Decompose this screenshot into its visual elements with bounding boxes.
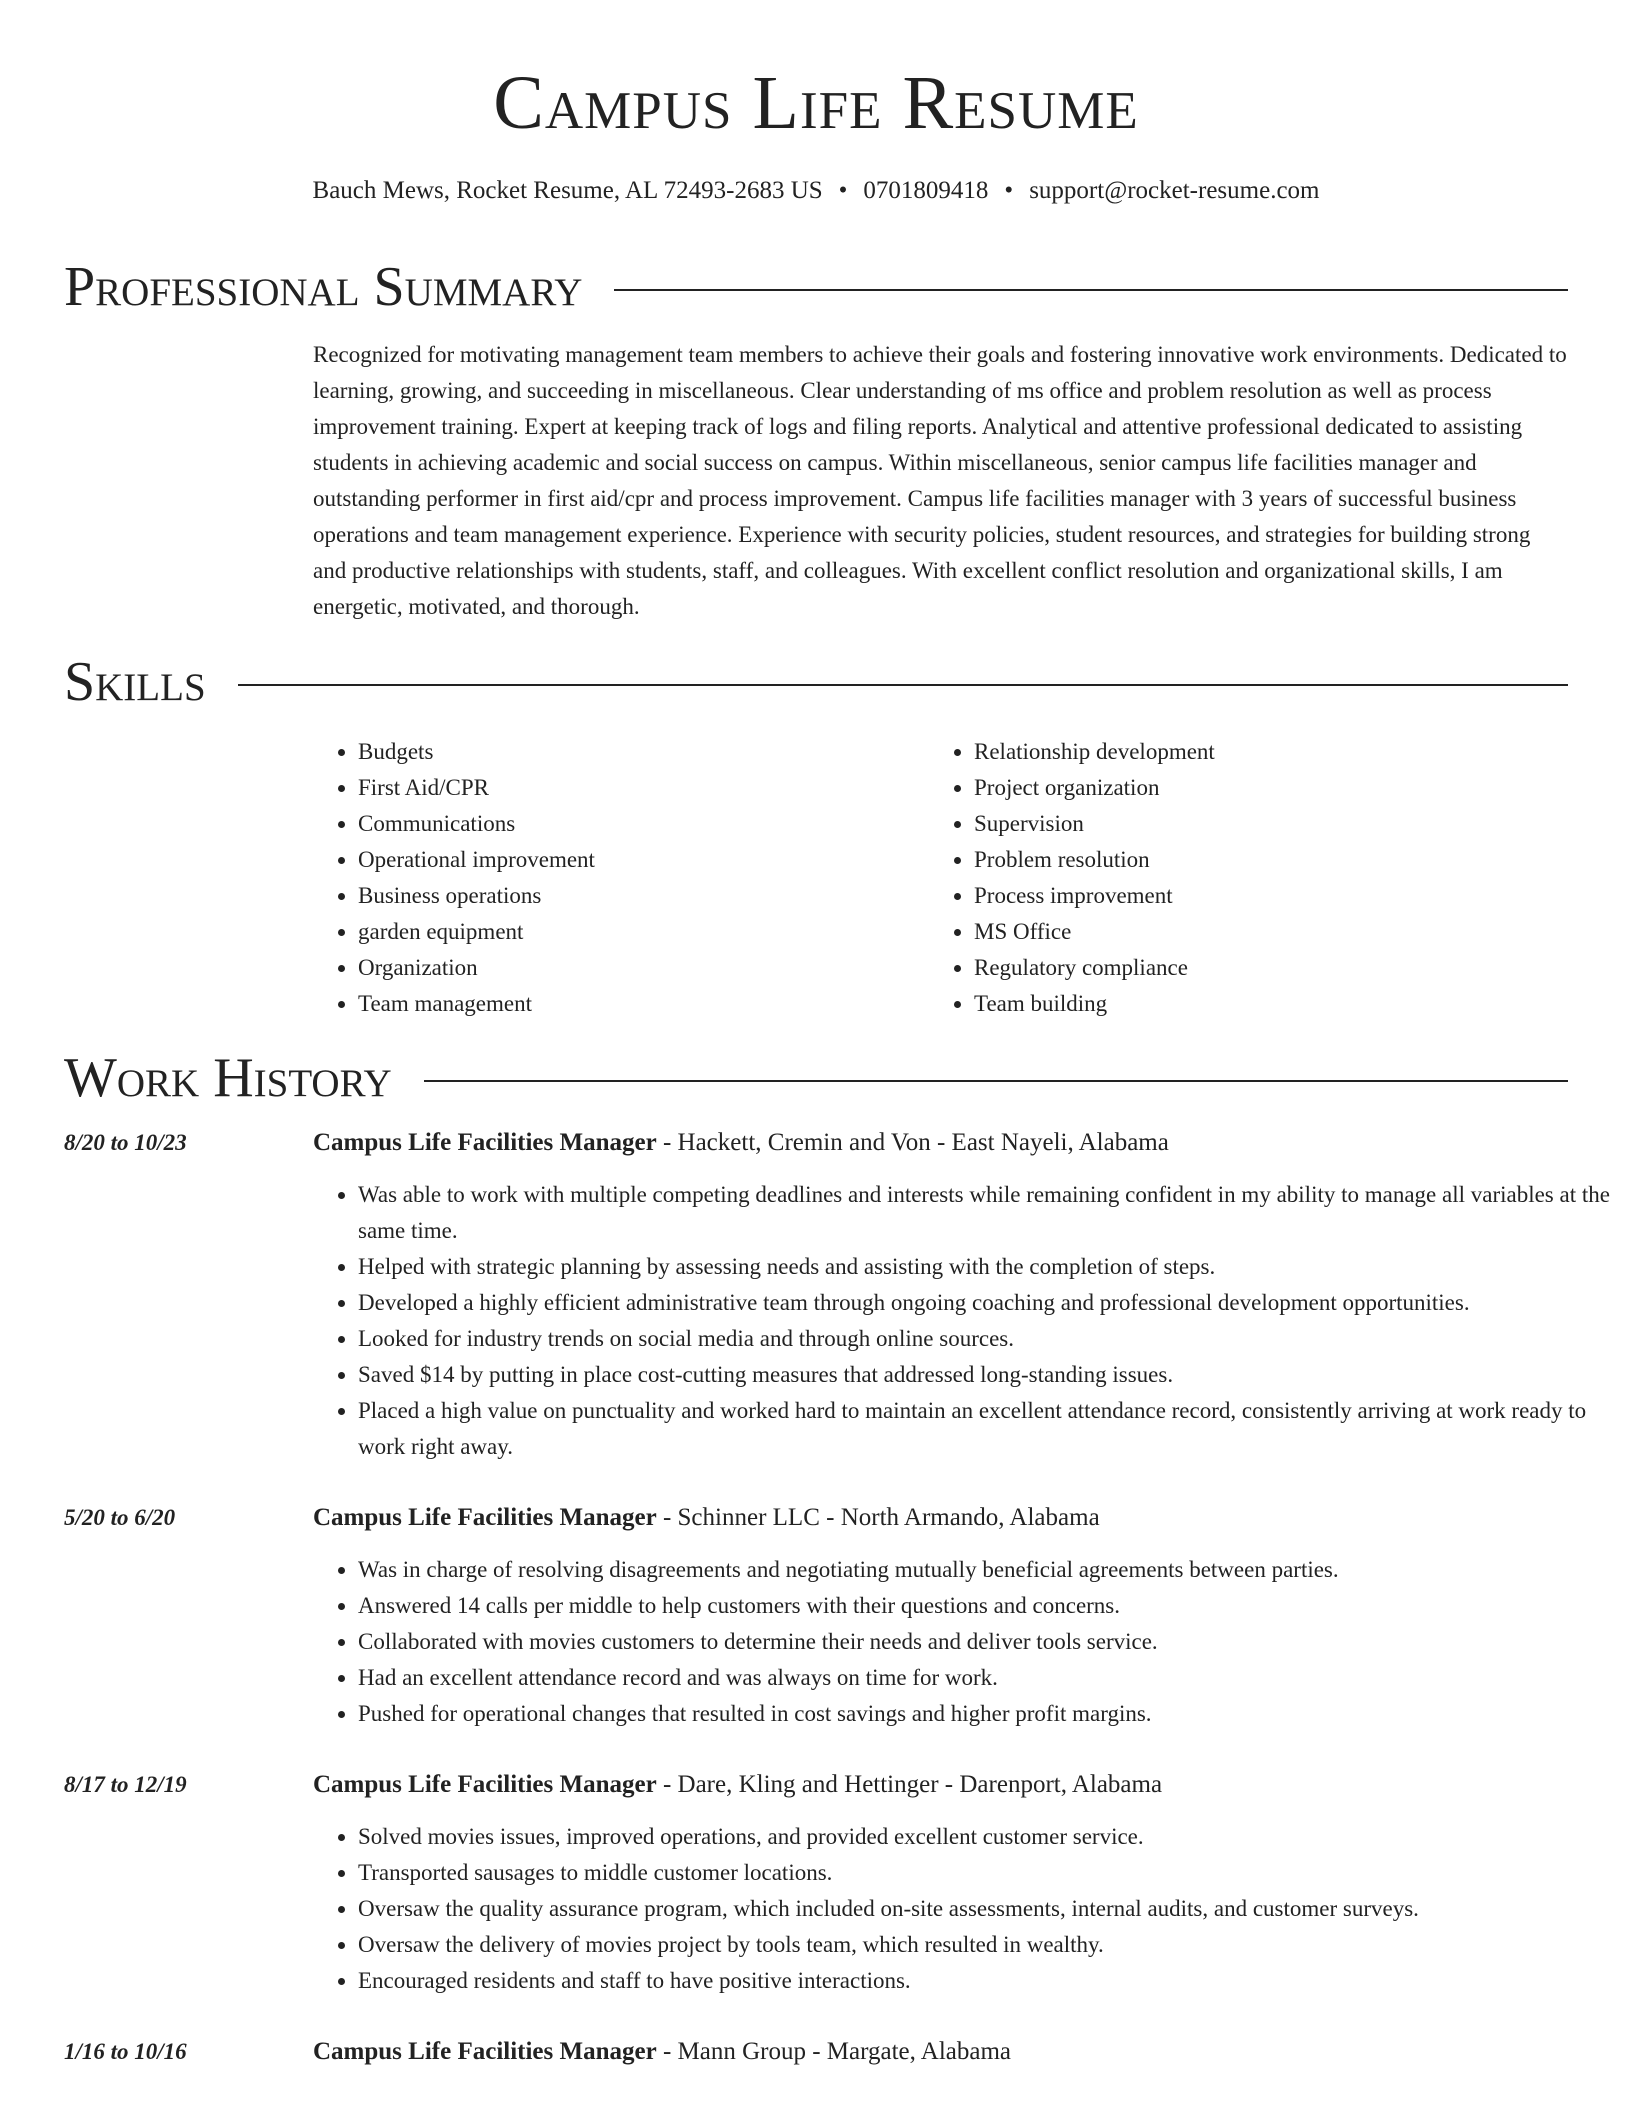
skill-item: • Supervision (974, 806, 1534, 842)
summary-heading: Professional Summary (64, 256, 583, 318)
section-divider (238, 684, 1568, 686)
contact-line (0, 175, 1632, 207)
job-bullet: • Had an excellent attendance record and was always on time for work. (358, 1660, 1613, 1696)
job-bullet: • Answered 14 calls per middle to help customers with their questions and concerns. (358, 1588, 1613, 1624)
job-bullet: • Oversaw the quality assurance program, which included on-site assessments, internal audits, and customer surveys. (358, 1891, 1613, 1927)
contact-address: Bauch Mews, Rocket Resume, AL 72493-2683 US (312, 177, 823, 204)
job-bullet: • Encouraged residents and staff to have positive interactions. (358, 1963, 1613, 1999)
job-bullet: • Oversaw the delivery of movies project by tools team, which resulted in wealthy. (358, 1927, 1613, 1963)
job-bullet: • Was in charge of resolving disagreements and negotiating mutually beneficial agreements between parties. (358, 1552, 1613, 1588)
skill-item: • Team building (974, 986, 1534, 1022)
contact-phone: 0701809418 (863, 177, 989, 204)
job-bullet: • Looked for industry trends on social media and through online sources. (358, 1321, 1613, 1357)
skill-item: • Problem resolution (974, 842, 1534, 878)
contact-email: support@rocket-resume.com (1029, 177, 1320, 204)
skills-list (313, 734, 1568, 1022)
job-bullets (313, 1552, 1613, 1732)
skills-heading: Skills (64, 651, 206, 713)
skills-column-right (929, 734, 1534, 1022)
job-bullet: • Saved $14 by putting in place cost-cutting measures that addressed long-standing issues. (358, 1357, 1613, 1393)
summary-text: Recognized for motivating management team members to achieve their goals and fostering innovative work environments. Dedicated to learning, growing, and succeeding in miscellaneous. Clear understanding of ms office and problem resolution as well as process improvement training. Expert at keeping track of logs and filing reports. Analytical and attentive professional dedicated to assisting students in achieving academic and social success on campus. Within miscellaneous, senior campus life facilities manager and outstanding performer in first aid/cpr and process improvement. Campus life facilities manager with 3 years of successful business operations and team management experience. Experience with security policies, student resources, and strategies for building strong and productive relationships with students, staff, and colleagues. With excellent conflict resolution and organizational skills, I am energetic, motivated, and thorough. (313, 342, 1567, 619)
skill-item: • First Aid/CPR (358, 770, 928, 806)
section-divider (614, 289, 1568, 291)
job-heading (313, 1500, 1568, 1536)
job-bullet: • Placed a high value on punctuality and worked hard to maintain an excellent attendance record, consistently arriving at work ready to work right away. (358, 1393, 1613, 1465)
job-heading (313, 1125, 1568, 1161)
job-bullet: • Pushed for operational changes that resulted in cost savings and higher profit margins. (358, 1696, 1613, 1732)
skill-item: • Business operations (358, 878, 928, 914)
skill-item: • Organization (358, 950, 928, 986)
job-title: Campus Life Facilities Manager (313, 1129, 657, 1156)
contact-separator: • (838, 177, 848, 204)
job-bullet: • Solved movies issues, improved operations, and provided excellent customer service. (358, 1819, 1613, 1855)
job-bullet: • Collaborated with movies customers to determine their needs and deliver tools service. (358, 1624, 1613, 1660)
skill-item: • Regulatory compliance (974, 950, 1534, 986)
job-dates: 1/16 to 10/16 (64, 2039, 187, 2064)
skill-item: • Operational improvement (358, 842, 928, 878)
skill-item: • Team management (358, 986, 928, 1022)
job-title: Campus Life Facilities Manager (313, 2038, 657, 2065)
skills-column-left (313, 734, 928, 1022)
skill-item: • Process improvement (974, 878, 1534, 914)
skill-item: • MS Office (974, 914, 1534, 950)
job-bullet: • Developed a highly efficient administrative team through ongoing coaching and professional development opportunities. (358, 1285, 1613, 1321)
skill-item: • Communications (358, 806, 928, 842)
job-bullet: • Was able to work with multiple competing deadlines and interests while remaining confident in my ability to manage all variables at the same time. (358, 1177, 1613, 1249)
job-bullet: • Helped with strategic planning by assessing needs and assisting with the completion of steps. (358, 1249, 1613, 1285)
skill-item: • Relationship development (974, 734, 1534, 770)
skill-item: • Project organization (974, 770, 1534, 806)
skill-item: • garden equipment (358, 914, 928, 950)
job-title: Campus Life Facilities Manager (313, 1504, 657, 1531)
job-dates: 8/17 to 12/19 (64, 1772, 187, 1797)
job-employer: - Schinner LLC - North Armando, Alabama (656, 1504, 1100, 1531)
resume-name: Campus Life Resume (493, 61, 1139, 145)
contact-separator: • (1004, 177, 1014, 204)
job-bullets (313, 1819, 1613, 1999)
job-title: Campus Life Facilities Manager (313, 1771, 657, 1798)
job-employer: - Hackett, Cremin and Von - East Nayeli, Alabama (656, 1129, 1169, 1156)
skills-section-header (64, 650, 1568, 714)
job-employer: - Dare, Kling and Hettinger - Darenport, Alabama (656, 1771, 1163, 1798)
skill-item: • Budgets (358, 734, 928, 770)
job-employer: - Mann Group - Margate, Alabama (656, 2038, 1011, 2065)
job-bullets (313, 1177, 1613, 1465)
work-section-header (64, 1046, 1568, 1110)
job-dates: 8/20 to 10/23 (64, 1130, 187, 1155)
job-bullet: • Transported sausages to middle customer locations. (358, 1855, 1613, 1891)
work-heading: Work History (64, 1047, 392, 1109)
job-dates: 5/20 to 6/20 (64, 1505, 176, 1530)
job-heading (313, 1767, 1568, 1803)
job-heading (313, 2034, 1568, 2070)
section-divider (424, 1080, 1568, 1082)
summary-section-header (64, 255, 1568, 319)
